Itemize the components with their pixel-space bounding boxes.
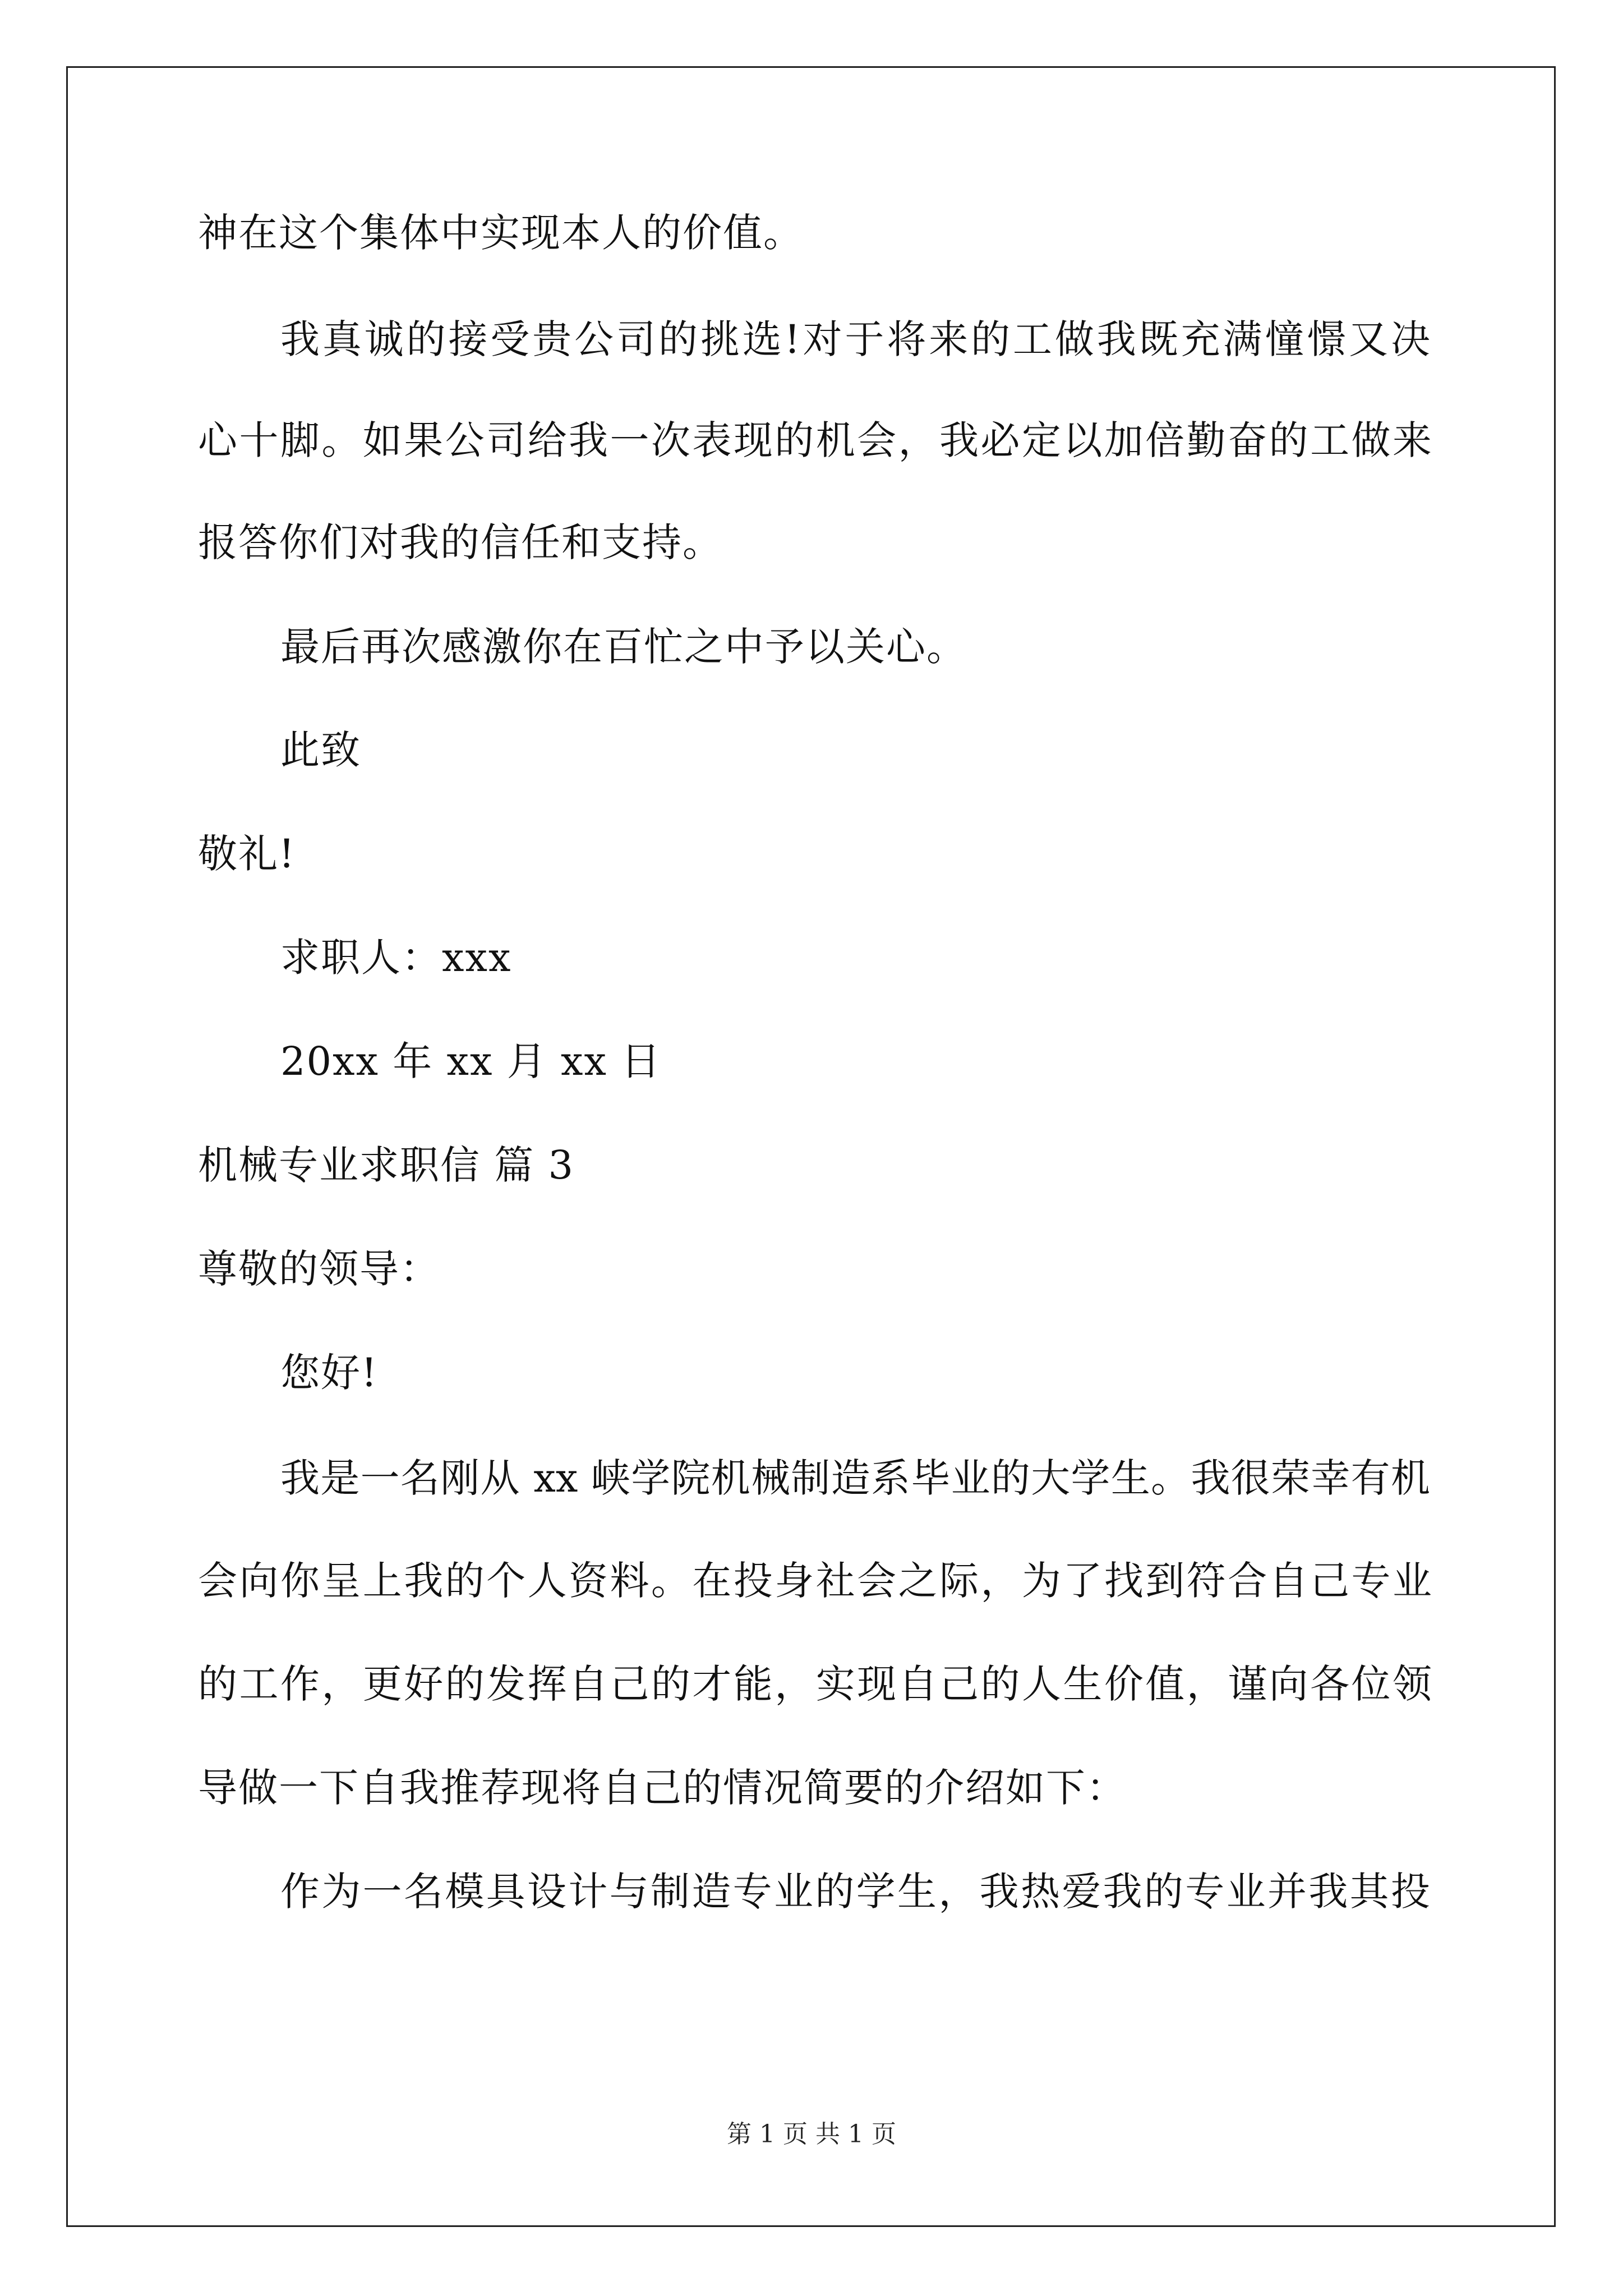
body-line-13: 我是一名刚从 xx 峡学院机械制造系毕业的大学生。我很荣幸有机 (280, 1455, 1430, 1501)
closing-jing-li: 敬礼! (198, 831, 296, 877)
greeting: 您好! (280, 1350, 379, 1396)
body-line-4: 报答你们对我的信任和支持。 (198, 519, 723, 565)
page-footer: 第 1 页 共 1 页 (727, 2120, 896, 2148)
closing-ci-zhi: 此致 (280, 727, 361, 773)
signature-date: 20xx 年 xx 月 xx 日 (280, 1038, 662, 1084)
body-line-1: 神在这个集体中实现本人的价值。 (198, 210, 804, 256)
section-heading: 机械专业求职信 篇 3 (198, 1142, 575, 1188)
salutation: 尊敬的领导： (198, 1246, 440, 1292)
body-line-17: 作为一名模具设计与制造专业的学生，我热爱我的专业并我其投 (280, 1869, 1430, 1915)
body-line-5: 最后再次感激你在百忙之中予以关心。 (280, 624, 967, 670)
body-line-16: 导做一下自我推荐现将自己的情况简要的介绍如下： (198, 1765, 1127, 1811)
body-line-2: 我真诚的接受贵公司的挑选!对于将来的工做我既充满憧憬又决 (280, 316, 1430, 362)
body-line-14: 会向你呈上我的个人资料。在投身社会之际，为了找到符合自己专业 (198, 1558, 1432, 1604)
signature-applicant: 求职人：xxx (280, 935, 512, 981)
body-line-15: 的工作，更好的发挥自己的才能，实现自己的人生价值，谨向各位领 (198, 1661, 1432, 1707)
body-line-3: 心十脚。如果公司给我一次表现的机会，我必定以加倍勤奋的工做来 (198, 417, 1432, 463)
